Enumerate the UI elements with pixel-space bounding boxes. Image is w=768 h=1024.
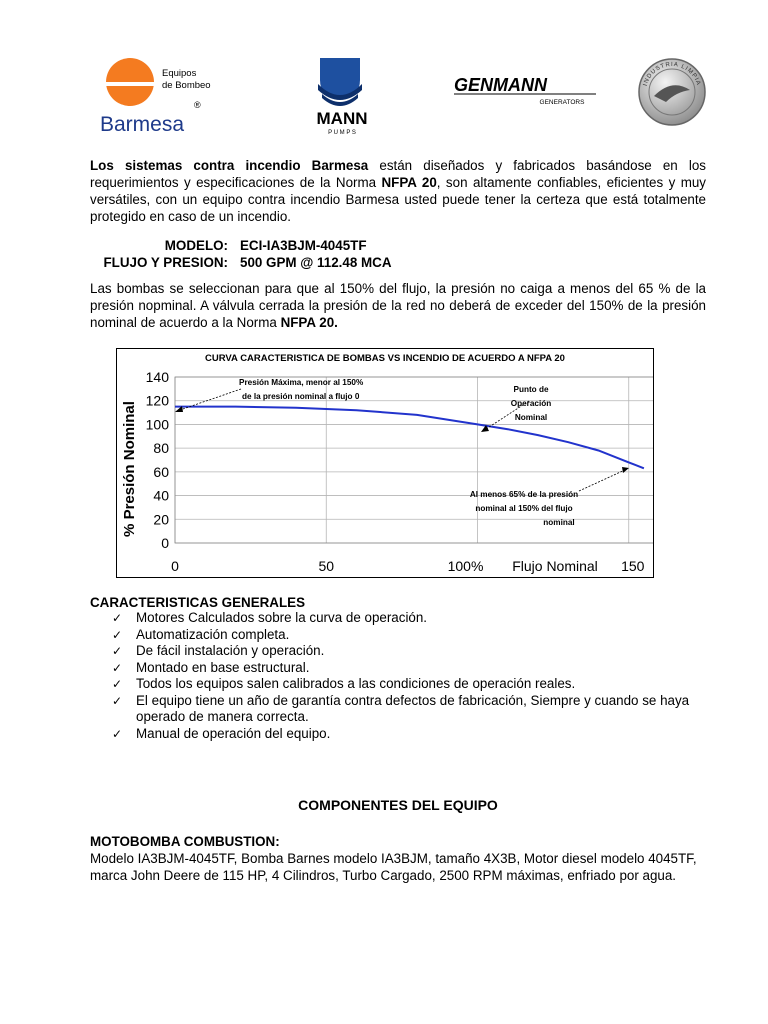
- barmesa-name: Barmesa: [100, 113, 185, 136]
- feature-item: [112, 676, 712, 693]
- features-list: [112, 610, 712, 742]
- annotation-min-line1: Al menos 65% de la presión: [469, 490, 579, 499]
- genmann-logo: [450, 74, 600, 108]
- genmann-sub: GENERATORS: [539, 99, 585, 106]
- y-tick-label: 0: [161, 535, 169, 551]
- logo-bar: [0, 50, 768, 140]
- feature-item: [112, 660, 712, 677]
- feature-item: [112, 693, 712, 726]
- y-tick-label: 20: [153, 511, 169, 528]
- flow-label: FLUJO Y PRESION:: [103, 255, 228, 270]
- annotation-op-line3: Nominal: [514, 413, 548, 422]
- checkmark-icon: ✓: [112, 644, 123, 658]
- feature-text: Todos los equipos salen calibrados a las condiciones de operación reales.: [136, 676, 576, 691]
- barmesa-line1: Equipos: [162, 68, 197, 79]
- barmesa-line2: de Bombeo: [162, 80, 211, 91]
- checkmark-icon: ✓: [112, 660, 123, 675]
- annotation-max-line1: Presión Máxima, menor al 150%: [239, 378, 364, 387]
- x-tick-label: 100%: [447, 558, 484, 574]
- y-tick-label: 60: [153, 463, 169, 480]
- selection-bold-norm: NFPA 20.: [280, 315, 338, 330]
- feature-text: Automatización completa.: [136, 626, 290, 642]
- genmann-name: GENMANN: [454, 75, 547, 95]
- feature-text: Manual de operación del equipo.: [136, 725, 331, 741]
- components-heading: COMPONENTES DEL EQUIPO: [298, 797, 498, 813]
- annotation-min-line2: nominal al 150% del flujo: [475, 504, 573, 513]
- x-tick-label: 0: [171, 558, 179, 574]
- model-label: MODELO:: [164, 238, 228, 253]
- feature-item: [112, 643, 712, 660]
- flow-row: [90, 254, 706, 271]
- selection-paragraph: Las bombas se seleccionan para que al 150% del flujo, la presión no caiga a menos del 65 % de la presión nopminal. A válvula cerrada la presión de la red no deberá de exceder del 150% de la presión nominal de acuerdo a la Norma NFPA 20.: [90, 281, 706, 330]
- feature-item: [112, 610, 712, 627]
- annotation-op-line2: Operación: [510, 399, 552, 408]
- motobomba-heading: MOTOBOMBA COMBUSTION:: [90, 834, 280, 849]
- feature-text: Motores Calculados sobre la curva de operación.: [136, 610, 428, 625]
- flow-value: 500 GPM @ 112.48 MCA: [240, 255, 392, 270]
- checkmark-icon: ✓: [112, 611, 123, 625]
- annotation-op-line1: Punto de: [513, 385, 549, 394]
- y-tick-label: 40: [153, 487, 169, 504]
- industria-limpia-seal: [636, 56, 708, 128]
- feature-text: Montado en base estructural.: [136, 659, 310, 675]
- chart-svg: [117, 349, 653, 577]
- model-value: ECI-IA3BJM-4045TF: [240, 238, 367, 253]
- y-tick-label: 80: [153, 440, 169, 457]
- barmesa-reg: ®: [194, 100, 201, 110]
- svg-text:INDUSTRIA LIMPIA: INDUSTRIA LIMPIA: [642, 61, 702, 87]
- x-tick-label: 50: [318, 558, 335, 574]
- series-line: [175, 407, 644, 469]
- checkmark-icon: ✓: [112, 627, 123, 642]
- feature-text: El equipo tiene un año de garantía contra defectos de fabricación, Siempre y cuando se haya operado de manera correcta.: [136, 692, 690, 724]
- pump-curve-chart: [116, 348, 654, 578]
- annotation-max-line2: de la presión nominal a flujo 0: [242, 392, 360, 401]
- intro-bold-brand: Los sistemas contra incendio Barmesa: [90, 158, 369, 173]
- features-heading: CARACTERISTICAS GENERALES: [90, 595, 306, 610]
- mann-sub: P U M P S: [328, 130, 356, 136]
- feature-text: De fácil instalación y operación.: [136, 643, 325, 658]
- y-tick-label: 140: [145, 369, 169, 385]
- plot-frame: [175, 377, 653, 543]
- x-tick-label: 150: [621, 558, 645, 574]
- intro-bold-norm: NFPA 20: [381, 175, 437, 190]
- checkmark-icon: ✓: [112, 677, 123, 691]
- chart-title: CURVA CARACTERISTICA DE BOMBAS VS INCENDIO DE ACUERDO A NFPA 20: [205, 353, 565, 364]
- barmesa-logo: [100, 56, 220, 136]
- feature-item: [112, 627, 712, 644]
- feature-item: [112, 726, 712, 743]
- chart-xlabel: Flujo Nominal: [512, 558, 598, 574]
- model-row: [90, 237, 706, 254]
- y-tick-label: 100: [145, 416, 169, 433]
- chart-ylabel: % Presión Nominal: [121, 401, 138, 537]
- y-tick-label: 120: [145, 392, 169, 409]
- checkmark-icon: ✓: [112, 693, 123, 708]
- checkmark-icon: ✓: [112, 726, 123, 741]
- mann-logo: [302, 54, 382, 136]
- mann-name: MANN: [316, 109, 368, 128]
- motobomba-description: Modelo IA3BJM-4045TF, Bomba Barnes modelo IA3BJM, tamaño 4X3B, Motor diesel modelo 4045TF, marca John Deere de 115 HP, 4 Cilindros, Turbo Cargado, 2500 RPM máximas, enfriado por agua.: [90, 851, 697, 883]
- annotation-min-line3: nominal: [543, 518, 575, 527]
- intro-paragraph: Los sistemas contra incendio Barmesa están diseñados y fabricados basándose en los requerimientos y especificaciones de la Norma NFPA 20, son altamente confiables, eficientes y muy versátiles, con un equipo contra incendio Barmesa usted puede tener la certeza que está totalmente protegido en caso de un incendio.: [90, 158, 706, 224]
